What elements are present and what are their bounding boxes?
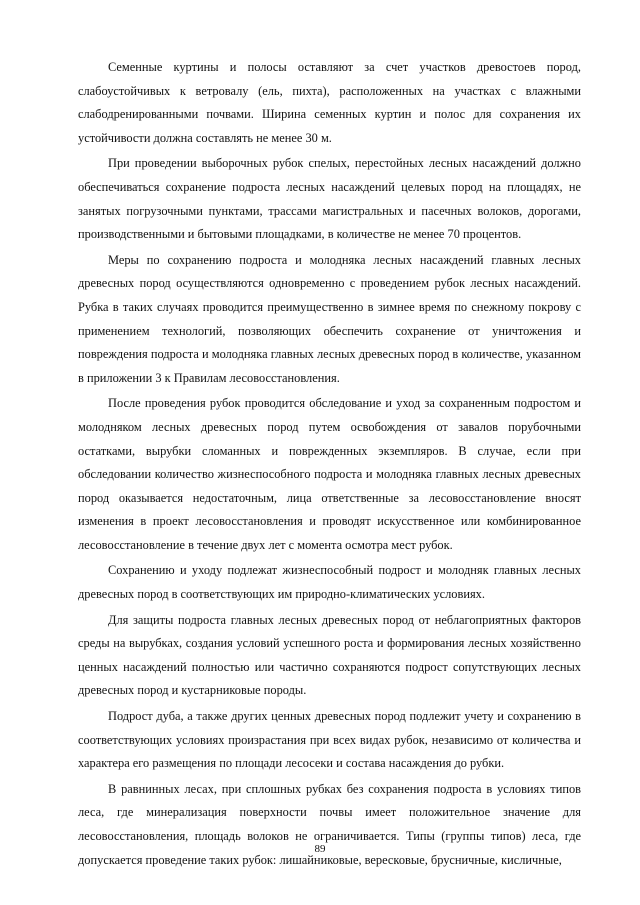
paragraph-undergrowth-measures: Меры по сохранению подроста и молодняка лесных насаждений главных лесных древесных пород осуществляются одновременно с проведением рубок лесных насаждений. Рубка в таких случаях проводится преимущественно в зимнее время по снежному покрову с применением технологий, позволяющих обеспечить сохранение от уничтожения и повреждения подроста и молодняка главных лесных древесных пород в количестве, указанном в приложении 3 к Правилам лесовосстановления. — [78, 252, 581, 385]
paragraph-plain-forests: В равнинных лесах, при сплошных рубках без сохранения подроста в условиях типов леса, где минерализация поверхности почвы имеет положительное значение для лесовосстановления, площадь волоков не ограничивается. Типы (группы типов) леса, где допускается проведение таких рубок: лишайниковые, вересковые, брусничные, кисличные, — [78, 781, 581, 867]
paragraph-selective-cutting: При проведении выборочных рубок спелых, перестойных лесных насаждений должно обеспечиваться сохранение подроста лесных насаждений целевых пород на площадях, не занятых погрузочными пунктами, трассами магистральных и пасечных волоков, дорогами, производственными и бытовыми площадками, в количестве не менее 70 процентов. — [78, 156, 581, 242]
paragraph-oak-undergrowth: Подрост дуба, а также других ценных древесных пород подлежит учету и сохранению в соответствующих условиях произрастания при всех видах рубок, независимо от количества и характера его размещения по площади лесосеки и состава насаждения до рубки. — [78, 709, 581, 771]
paragraph-care-conditions: Сохранению и уходу подлежат жизнеспособный подрост и молодняк главных лесных древесных пород в соответствующих им природно-климатических условиях. — [78, 563, 581, 602]
paragraph-protection: Для защиты подроста главных лесных древесных пород от неблагоприятных факторов среды на вырубках, создания условий успешного роста и формирования лесных хозяйственно ценных насаждений полностью или частично сохраняются подрост сопутствующих лесных древесных пород и кустарниковые породы. — [78, 612, 581, 698]
page-number: 89 — [314, 843, 326, 855]
document-page — [78, 56, 581, 874]
paragraph-seed-clumps: Семенные куртины и полосы оставляют за счет участков древостоев пород, слабоустойчивых к ветровалу (ель, пихта), расположенных на участках с влажными слабодренированными почвами. Ширина семенных куртин и полос для сохранения их устойчивости должна составлять не менее 30 м. — [78, 60, 581, 145]
paragraph-post-cutting-survey: После проведения рубок проводится обследование и уход за сохраненным подростом и молодняком лесных древесных пород путем освобождения от завалов порубочными остатками, вырубки сломанных и поврежденных экземпляров. В случае, если при обследовании количество жизнеспособного подроста и молодняка главных лесных древесных пород оказывается недостаточным, лица ответственные за лесовосстановление вносят изменения в проект лесовосстановления и проводят искусственное или комбинированное лесовосстановление в течение двух лет с момента осмотра мест рубок. — [78, 396, 581, 552]
